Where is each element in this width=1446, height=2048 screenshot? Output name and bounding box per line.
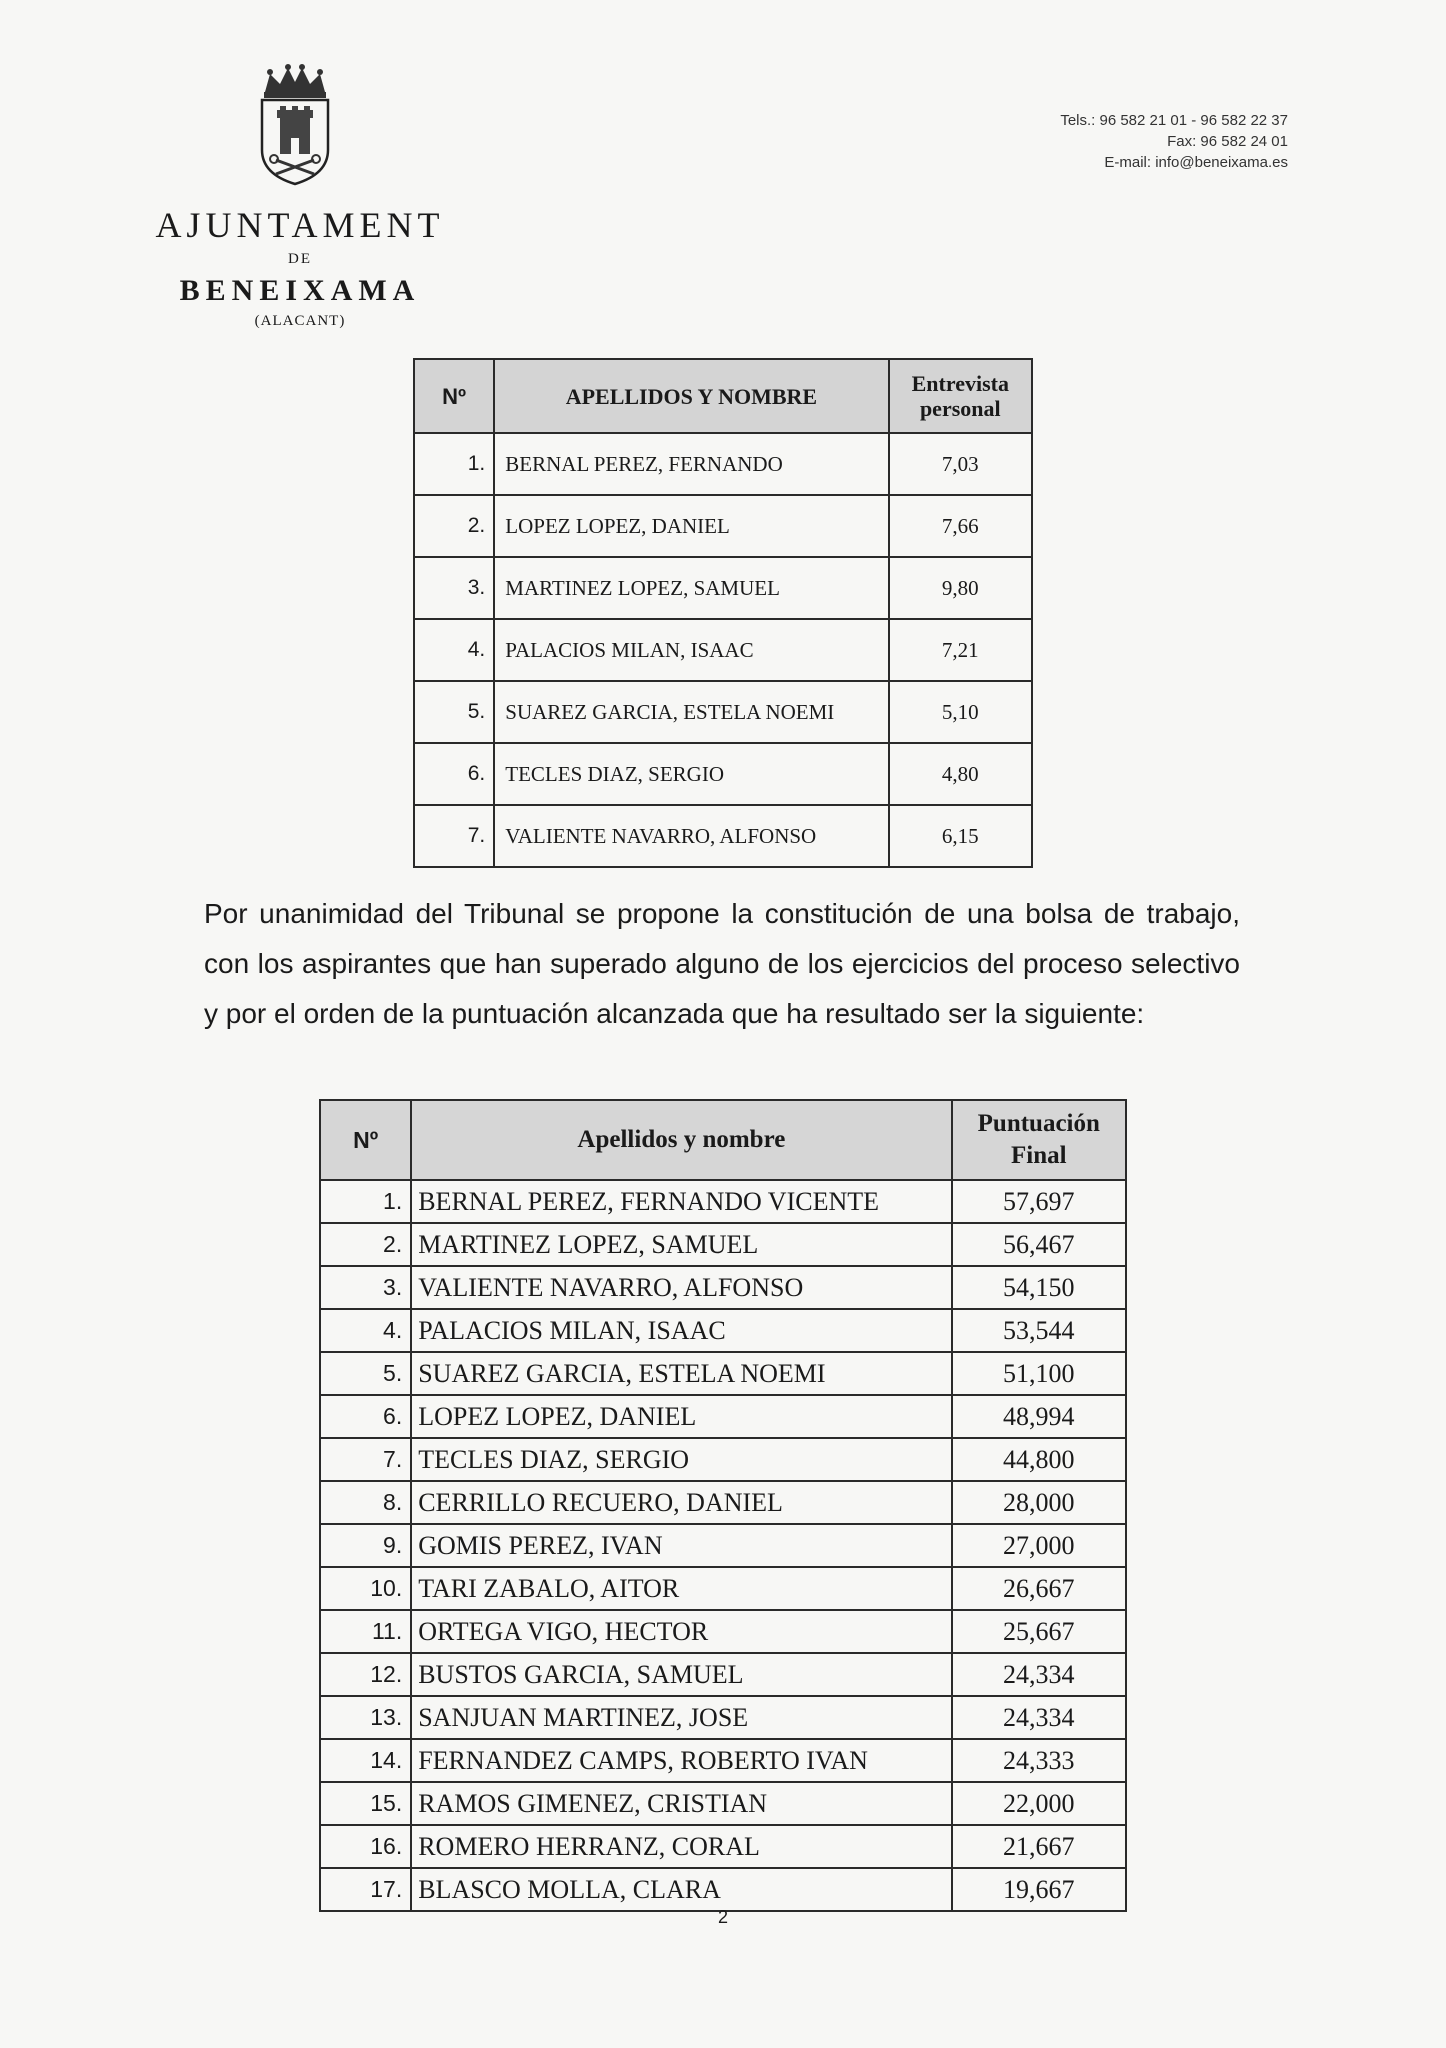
row-score: 24,333 (952, 1739, 1126, 1782)
table-row (414, 743, 1032, 805)
row-num: 5. (414, 681, 494, 743)
row-score: 26,667 (952, 1567, 1126, 1610)
table-row (320, 1266, 1126, 1309)
row-num: 3. (414, 557, 494, 619)
row-name: GOMIS PEREZ, IVAN (411, 1524, 951, 1567)
row-score: 24,334 (952, 1696, 1126, 1739)
council-line-2: DE (288, 251, 312, 267)
table-row (320, 1481, 1126, 1524)
row-num: 6. (320, 1395, 411, 1438)
row-num: 5. (320, 1352, 411, 1395)
row-name: TARI ZABALO, AITOR (411, 1567, 951, 1610)
row-score: 56,467 (952, 1223, 1126, 1266)
row-name: PALACIOS MILAN, ISAAC (494, 619, 888, 681)
header-num: Nº (414, 359, 494, 433)
header-name: Apellidos y nombre (411, 1100, 951, 1180)
row-num: 15. (320, 1782, 411, 1825)
row-name: TECLES DIAZ, SERGIO (494, 743, 888, 805)
header-score: Puntuación Final (952, 1100, 1126, 1180)
row-score: 22,000 (952, 1782, 1126, 1825)
row-score: 9,80 (889, 557, 1032, 619)
coat-of-arms-icon (250, 62, 340, 192)
table-row (320, 1309, 1126, 1352)
final-score-table (319, 1099, 1127, 1912)
council-line-1: AJUNTAMENT (155, 205, 445, 245)
row-num: 14. (320, 1739, 411, 1782)
table-row (320, 1567, 1126, 1610)
row-num: 2. (414, 495, 494, 557)
row-name: VALIENTE NAVARRO, ALFONSO (494, 805, 888, 867)
row-score: 4,80 (889, 743, 1032, 805)
row-num: 8. (320, 1481, 411, 1524)
row-name: LOPEZ LOPEZ, DANIEL (411, 1395, 951, 1438)
row-num: 16. (320, 1825, 411, 1868)
row-num: 10. (320, 1567, 411, 1610)
header-name: APELLIDOS Y NOMBRE (494, 359, 888, 433)
council-line-4: (ALACANT) (254, 313, 346, 329)
row-score: 48,994 (952, 1395, 1126, 1438)
row-num: 6. (414, 743, 494, 805)
row-num: 4. (320, 1309, 411, 1352)
table-row (320, 1696, 1126, 1739)
row-num: 4. (414, 619, 494, 681)
row-score: 44,800 (952, 1438, 1126, 1481)
table-row (320, 1223, 1126, 1266)
row-name: SANJUAN MARTINEZ, JOSE (411, 1696, 951, 1739)
row-num: 3. (320, 1266, 411, 1309)
row-name: PALACIOS MILAN, ISAAC (411, 1309, 951, 1352)
row-score: 27,000 (952, 1524, 1126, 1567)
table-row (320, 1180, 1126, 1223)
row-name: RAMOS GIMENEZ, CRISTIAN (411, 1782, 951, 1825)
row-name: BLASCO MOLLA, CLARA (411, 1868, 951, 1911)
row-score: 6,15 (889, 805, 1032, 867)
table-row (414, 557, 1032, 619)
row-score: 54,150 (952, 1266, 1126, 1309)
contact-info (1060, 110, 1288, 173)
contact-phones: Tels.: 96 582 21 01 - 96 582 22 37 (1060, 112, 1288, 129)
row-score: 7,21 (889, 619, 1032, 681)
row-name: CERRILLO RECUERO, DANIEL (411, 1481, 951, 1524)
table-row (414, 495, 1032, 557)
row-name: FERNANDEZ CAMPS, ROBERTO IVAN (411, 1739, 951, 1782)
row-num: 11. (320, 1610, 411, 1653)
contact-email: E-mail: info@beneixama.es (1104, 154, 1288, 171)
table-row (320, 1524, 1126, 1567)
row-num: 7. (320, 1438, 411, 1481)
row-num: 2. (320, 1223, 411, 1266)
row-name: LOPEZ LOPEZ, DANIEL (494, 495, 888, 557)
row-score: 19,667 (952, 1868, 1126, 1911)
table-row (320, 1395, 1126, 1438)
row-name: ORTEGA VIGO, HECTOR (411, 1610, 951, 1653)
table-row (320, 1868, 1126, 1911)
body-paragraph: Por unanimidad del Tribunal se propone la constitución de una bolsa de trabajo, con los aspirantes que han superado alguno de los ejercicios del proceso selectivo y por el orden de la puntuación alcanzada que ha resultado ser la siguiente: (204, 898, 1240, 1029)
table-row (414, 619, 1032, 681)
row-name: SUAREZ GARCIA, ESTELA NOEMI (494, 681, 888, 743)
row-score: 7,66 (889, 495, 1032, 557)
council-name (130, 205, 470, 331)
table-row (320, 1653, 1126, 1696)
row-num: 12. (320, 1653, 411, 1696)
contact-fax: Fax: 96 582 24 01 (1167, 133, 1288, 150)
row-name: BERNAL PEREZ, FERNANDO (494, 433, 888, 495)
row-score: 53,544 (952, 1309, 1126, 1352)
header-score: Entrevista personal (889, 359, 1032, 433)
row-name: BERNAL PEREZ, FERNANDO VICENTE (411, 1180, 951, 1223)
final-table-header (320, 1100, 1126, 1180)
table-row (320, 1782, 1126, 1825)
row-num: 1. (320, 1180, 411, 1223)
row-score: 25,667 (952, 1610, 1126, 1653)
row-name: SUAREZ GARCIA, ESTELA NOEMI (411, 1352, 951, 1395)
row-name: VALIENTE NAVARRO, ALFONSO (411, 1266, 951, 1309)
row-name: BUSTOS GARCIA, SAMUEL (411, 1653, 951, 1696)
row-num: 13. (320, 1696, 411, 1739)
row-name: MARTINEZ LOPEZ, SAMUEL (494, 557, 888, 619)
row-num: 7. (414, 805, 494, 867)
table-row (320, 1825, 1126, 1868)
row-name: TECLES DIAZ, SERGIO (411, 1438, 951, 1481)
row-score: 21,667 (952, 1825, 1126, 1868)
row-name: MARTINEZ LOPEZ, SAMUEL (411, 1223, 951, 1266)
table-row (320, 1352, 1126, 1395)
table-row (414, 681, 1032, 743)
row-score: 51,100 (952, 1352, 1126, 1395)
row-num: 1. (414, 433, 494, 495)
row-score: 24,334 (952, 1653, 1126, 1696)
row-score: 5,10 (889, 681, 1032, 743)
row-score: 7,03 (889, 433, 1032, 495)
row-num: 17. (320, 1868, 411, 1911)
row-num: 9. (320, 1524, 411, 1567)
header-num: Nº (320, 1100, 411, 1180)
interview-table-header (414, 359, 1032, 433)
table-row (414, 433, 1032, 495)
table-row (414, 805, 1032, 867)
council-line-3: BENEIXAMA (179, 274, 421, 307)
row-score: 28,000 (952, 1481, 1126, 1524)
table-row (320, 1610, 1126, 1653)
table-row (320, 1739, 1126, 1782)
row-name: ROMERO HERRANZ, CORAL (411, 1825, 951, 1868)
interview-table (413, 358, 1033, 868)
page-number: 2 (717, 1907, 728, 1927)
row-score: 57,697 (952, 1180, 1126, 1223)
table-row (320, 1438, 1126, 1481)
